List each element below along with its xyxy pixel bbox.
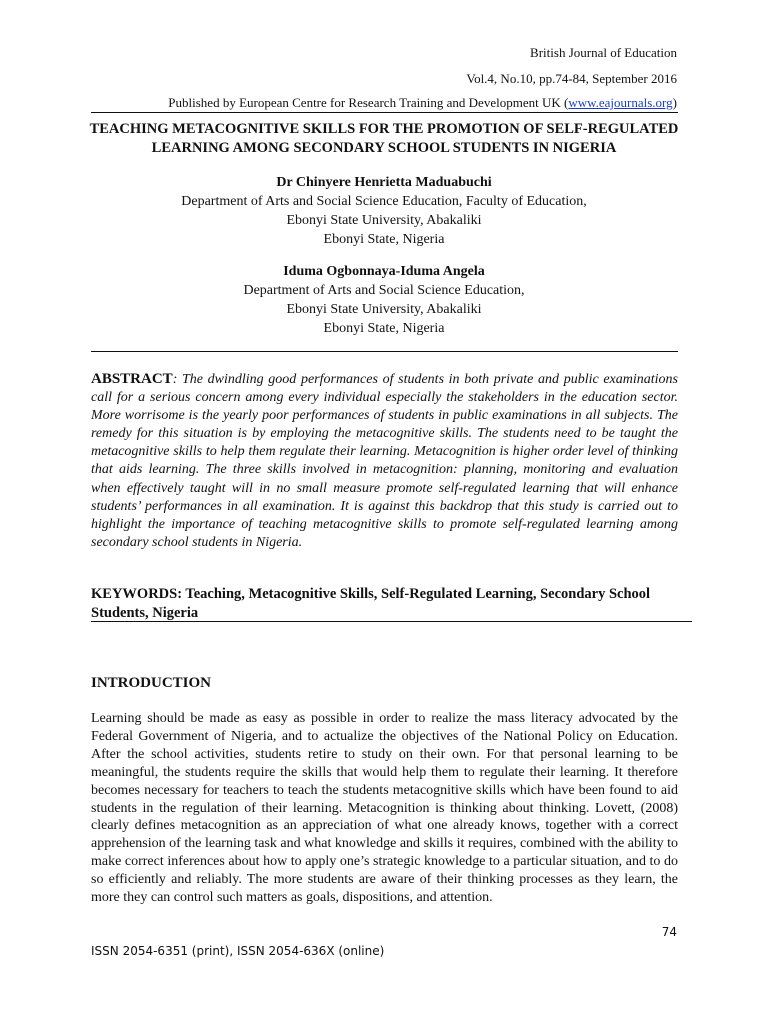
publisher-line <box>168 95 677 111</box>
authors-divider <box>91 351 678 352</box>
author-affiliation-line: Ebonyi State University, Abakaliki <box>286 302 482 317</box>
author-block-2 <box>90 262 678 338</box>
author-block-1 <box>90 173 678 249</box>
journal-volume: Vol.4, No.10, pp.74-84, September 2016 <box>466 71 677 86</box>
author-name: Dr Chinyere Henrietta Maduabuchi <box>276 175 492 190</box>
publisher-suffix: ) <box>672 95 677 110</box>
publisher-prefix: Published by European Centre for Research Training and Development UK ( <box>168 95 569 110</box>
abstract-label: ABSTRACT <box>91 371 173 387</box>
footer-issn: ISSN 2054-6351 (print), ISSN 2054-636X (online) <box>91 944 385 958</box>
author-affiliation-line: Department of Arts and Social Science Education, Faculty of Education, <box>181 194 587 209</box>
header-divider <box>91 112 678 113</box>
page-number: 74 <box>661 925 677 939</box>
keywords-divider <box>91 621 692 622</box>
journal-website-link[interactable]: www.eajournals.org <box>568 95 673 110</box>
author-affiliation-line: Ebonyi State, Nigeria <box>323 321 445 336</box>
author-affiliation-line: Ebonyi State, Nigeria <box>323 232 445 247</box>
section-heading-introduction: INTRODUCTION <box>91 675 212 691</box>
author-affiliation-line: Department of Arts and Social Science Education, <box>243 283 525 298</box>
abstract-text: : The dwindling good performances of students in both private and public examinations call for a serious concern among every individual especially the stakeholders in the education sector. More worrisome is the yearly poor performances of students in public examinations in all subjects. The remedy for this situation is by employing the metacognitive skills. The students need to be taught the metacognitive skills to help them regulate their learning. Metacognition is higher order level of thinking that aids learning. The three skills involved in metacognition: planning, monitoring and evaluation when effectively taught will in no small measure promote self-regulated learning that will enhance students’ performances in all examination. It is against this backdrop that this study is carried out to highlight the importance of teaching metacognitive skills to promote self-regulated learning among secondary school students in Nigeria. <box>91 372 678 550</box>
author-affiliation-line: Ebonyi State University, Abakaliki <box>286 213 482 228</box>
abstract <box>91 370 678 552</box>
journal-name: British Journal of Education <box>530 45 677 60</box>
introduction-paragraph: Learning should be made as easy as possible in order to realize the mass literacy advocated by the Federal Government of Nigeria, and to actualize the objectives of the National Policy on Education. After the school activities, students retire to study on their own. For that personal learning to be meaningful, the students require the skills that would help them to regulate their learning. It therefore becomes necessary for teachers to teach the students metacognitive skills which have been found to aid students in the regulation of their learning. Metacognition is thinking about thinking. Lovett, (2008) clearly defines metacognition as an appreciation of what one already knows, together with a correct apprehension of the learning task and what knowledge and skills it requires, combined with the ability to make correct inferences about how to apply one’s strategic knowledge to a particular situation, and to do so efficiently and reliably. The more students are aware of their thinking processes as they learn, the more they can control such matters as goals, dispositions, and attention. <box>91 711 678 906</box>
paper-title: TEACHING METACOGNITIVE SKILLS FOR THE PROMOTION OF SELF-REGULATED LEARNING AMONG SECONDARY SCHOOL STUDENTS IN NIGERIA <box>89 121 679 156</box>
author-name: Iduma Ogbonnaya-Iduma Angela <box>283 264 485 279</box>
keywords: KEYWORDS: Teaching, Metacognitive Skills, Self-Regulated Learning, Secondary School Students, Nigeria <box>91 586 651 621</box>
